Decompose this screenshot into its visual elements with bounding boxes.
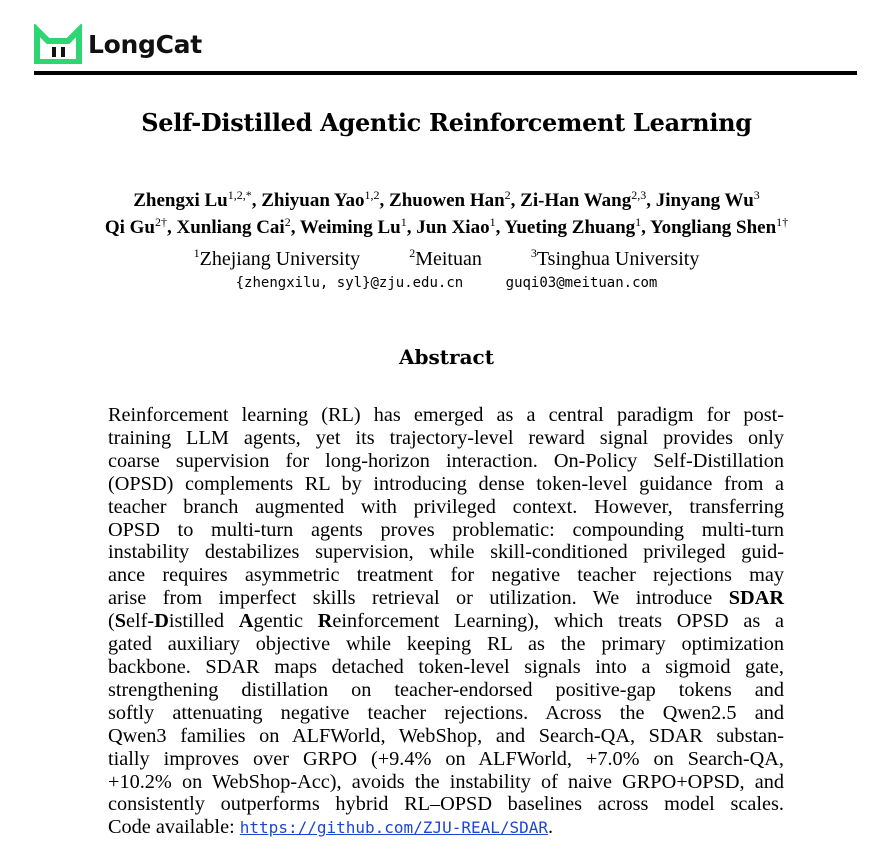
author-superscript: 1† (776, 215, 789, 229)
header (34, 22, 202, 66)
author-separator: , (495, 217, 505, 238)
abstract-line: instability destabilizes supervision, while skill-conditioned privileged guid- (108, 541, 784, 564)
abstract-line: ance requires asymmetric treatment for negative teacher rejections may (108, 564, 784, 587)
abstract-line: softly attenuating negative teacher rejections. Across the Qwen2.5 and (108, 701, 784, 724)
contact-emails (0, 275, 893, 291)
author-separator: , (406, 217, 417, 238)
author: Zhiyuan Yao (261, 190, 365, 211)
header-divider (34, 71, 857, 75)
abstract-line: backbone. SDAR maps detached token-level signals into a sigmoid gate, (108, 655, 784, 678)
author-separator: , (290, 217, 300, 238)
abstract-line: (Self-Distilled Agentic Reinforcement Learning), which treats OPSD as a (108, 610, 784, 633)
affiliations (0, 248, 893, 271)
author: Weiming Lu (299, 217, 401, 238)
abstract-line: coarse supervision for long-horizon interaction. On-Policy Self-Distillation (108, 449, 784, 472)
author-separator: , (646, 190, 656, 211)
abstract-line: teacher branch augmented with privileged context. However, transferring (108, 495, 784, 518)
email-zju: {zhengxilu, syl}@zju.edu.cn (235, 275, 464, 291)
affiliation-superscript: 1 (193, 246, 200, 260)
abstract-line: consistently outperforms hybrid RL–OPSD baselines across model scales. (108, 793, 784, 816)
author-superscript: 1 (635, 215, 642, 229)
abstract-line: arise from imperfect skills retrieval or utilization. We introduce SDAR (108, 587, 784, 610)
code-repo-link[interactable]: https://github.com/ZJU-REAL/SDAR (239, 818, 549, 838)
paper-title: Self-Distilled Agentic Reinforcement Learning (141, 108, 752, 137)
abstract-line: (OPSD) complements RL by introducing dense token-level guidance from a (108, 472, 784, 495)
author: Yueting Zhuang (504, 217, 636, 238)
author: Zi-Han Wang (520, 190, 632, 211)
author-separator: , (510, 190, 521, 211)
affiliation (409, 248, 482, 270)
author-superscript: 1 (400, 215, 407, 229)
code-line-end: . (548, 816, 554, 839)
author-superscript: 2,3 (631, 188, 647, 202)
author-superscript: 1,2 (364, 188, 380, 202)
affiliation-superscript: 3 (530, 246, 537, 260)
affiliation (531, 248, 699, 270)
affiliation-superscript: 2 (409, 246, 416, 260)
abstract-line: Reinforcement learning (RL) has emerged as a central paradigm for post- (108, 404, 784, 426)
abstract-line: +10.2% on WebShop-Acc), avoids the instability of naive GRPO+OPSD, and (108, 770, 784, 793)
brand-name: LongCat (88, 29, 202, 59)
abstract-line: strengthening distillation on teacher-endorsed positive-gap tokens and (108, 678, 784, 701)
code-label: Code available: (108, 816, 240, 839)
author-superscript: 3 (753, 188, 760, 202)
abstract-line: OPSD to multi-turn agents proves problematic: compounding multi-turn (108, 518, 784, 541)
code-availability-line (108, 816, 784, 840)
author: Qi Gu (104, 217, 155, 238)
author: Xunliang Cai (176, 217, 285, 238)
author: Jun Xiao (416, 217, 490, 238)
author: Yongliang Shen (649, 217, 777, 238)
affiliation-name: Zhejiang University (199, 248, 361, 270)
author: Zhengxi Lu (133, 190, 228, 211)
affiliation-name: Meituan (415, 248, 482, 270)
author-superscript: 1,2,* (227, 188, 252, 202)
author-separator: , (251, 190, 262, 211)
author: Jinyang Wu (655, 190, 754, 211)
author-superscript: 2† (154, 215, 167, 229)
author-separator: , (641, 217, 650, 238)
abstract-body (108, 404, 784, 840)
author-separator: , (166, 217, 177, 238)
authors-line-2 (0, 217, 893, 239)
author-superscript: 1 (489, 215, 496, 229)
abstract-line: Qwen3 families on ALFWorld, WebShop, and Search-QA, SDAR substan- (108, 724, 784, 747)
abstract-heading: Abstract (399, 345, 494, 369)
author-superscript: 2 (284, 215, 291, 229)
author-superscript: 2 (504, 188, 511, 202)
abstract-line: training LLM agents, yet its trajectory-level reward signal provides only (108, 426, 784, 449)
email-meituan: guqi03@meituan.com (505, 275, 658, 291)
affiliation-name: Tsinghua University (536, 248, 700, 270)
cat-logo-icon (34, 24, 82, 64)
author-separator: , (379, 190, 390, 211)
author: Zhuowen Han (389, 190, 505, 211)
affiliation (194, 248, 361, 270)
authors-line-1 (0, 190, 893, 212)
abstract-line: tially improves over GRPO (+9.4% on ALFWorld, +7.0% on Search-QA, (108, 747, 784, 770)
abstract-line: gated auxiliary objective while keeping RL as the primary optimization (108, 633, 784, 656)
